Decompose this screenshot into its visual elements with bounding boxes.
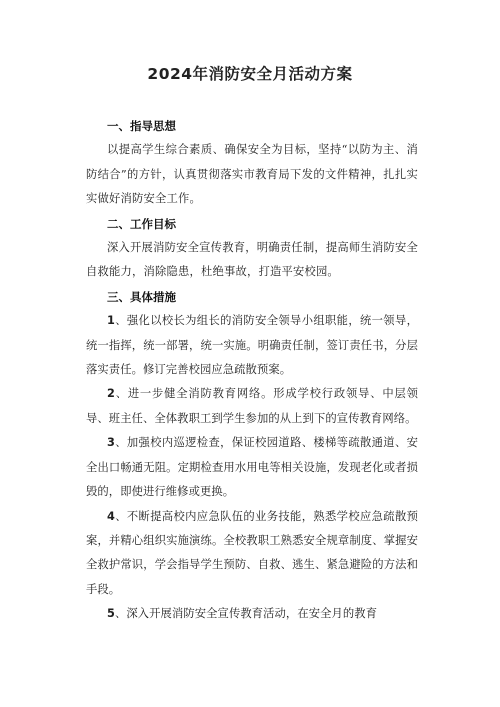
document-title: 2024年消防安全月活动方案 bbox=[147, 65, 353, 83]
measure-item bbox=[86, 309, 418, 382]
measure-item bbox=[86, 382, 418, 431]
measure-item-number: 2 bbox=[107, 387, 115, 401]
measure-item bbox=[86, 505, 418, 603]
measure-item-number: 5 bbox=[107, 607, 115, 621]
measure-item-number: 3 bbox=[107, 436, 115, 450]
measure-item bbox=[86, 431, 418, 504]
measure-item-text: 、不断提高校内应急队伍的业务技能，熟悉学校应急疏散预案，并精心组织实施演练。全校教职工熟悉安全规章制度、掌握安全救护常识，学会指导学生预防、自救、逃生、紧急避险的方法和手段。 bbox=[86, 509, 418, 596]
section-heading-work-goals: 二、工作目标 bbox=[107, 216, 176, 231]
section-paragraph-work-goals: 深入开展消防安全宣传教育，明确责任制，提高师生消防安全自救能力，消除隐患，杜绝事故，打造平安校园。 bbox=[86, 241, 418, 279]
section-paragraph-guiding-thought: 以提高学生综合素质、确保安全为目标，坚持“以防为主、消防结合”的方针，认真贯彻落实市教育局下发的文件精神，扎扎实实做好消防安全工作。 bbox=[86, 143, 418, 206]
measure-item bbox=[86, 602, 418, 626]
measure-item-text: 、深入开展消防安全宣传教育活动，在安全月的教育 bbox=[114, 607, 378, 621]
section-heading-measures: 三、具体措施 bbox=[107, 289, 176, 304]
measure-item-number: 1 bbox=[107, 314, 115, 328]
measure-item-text: 、强化以校长为组长的消防安全领导小组职能，统一领导，统一指挥，统一部署，统一实施。明确责任制，签订责任书，分层落实责任。修订完善校园应急疏散预案。 bbox=[86, 314, 418, 377]
measure-item-text: 、进一步健全消防教育网络。形成学校行政领导、中层领导、班主任、全体教职工到学生参加的从上到下的宣传教育网络。 bbox=[86, 387, 418, 425]
measure-item-number: 4 bbox=[107, 509, 115, 523]
measure-item-text: 、加强校内巡逻检查，保证校园道路、楼梯等疏散通道、安全出口畅通无阻。定期检查用水用电等相关设施，发现老化或者损毁的，即使进行维修或更换。 bbox=[86, 436, 418, 499]
section-heading-guiding-thought: 一、指导思想 bbox=[107, 119, 176, 133]
document-body bbox=[86, 114, 418, 627]
